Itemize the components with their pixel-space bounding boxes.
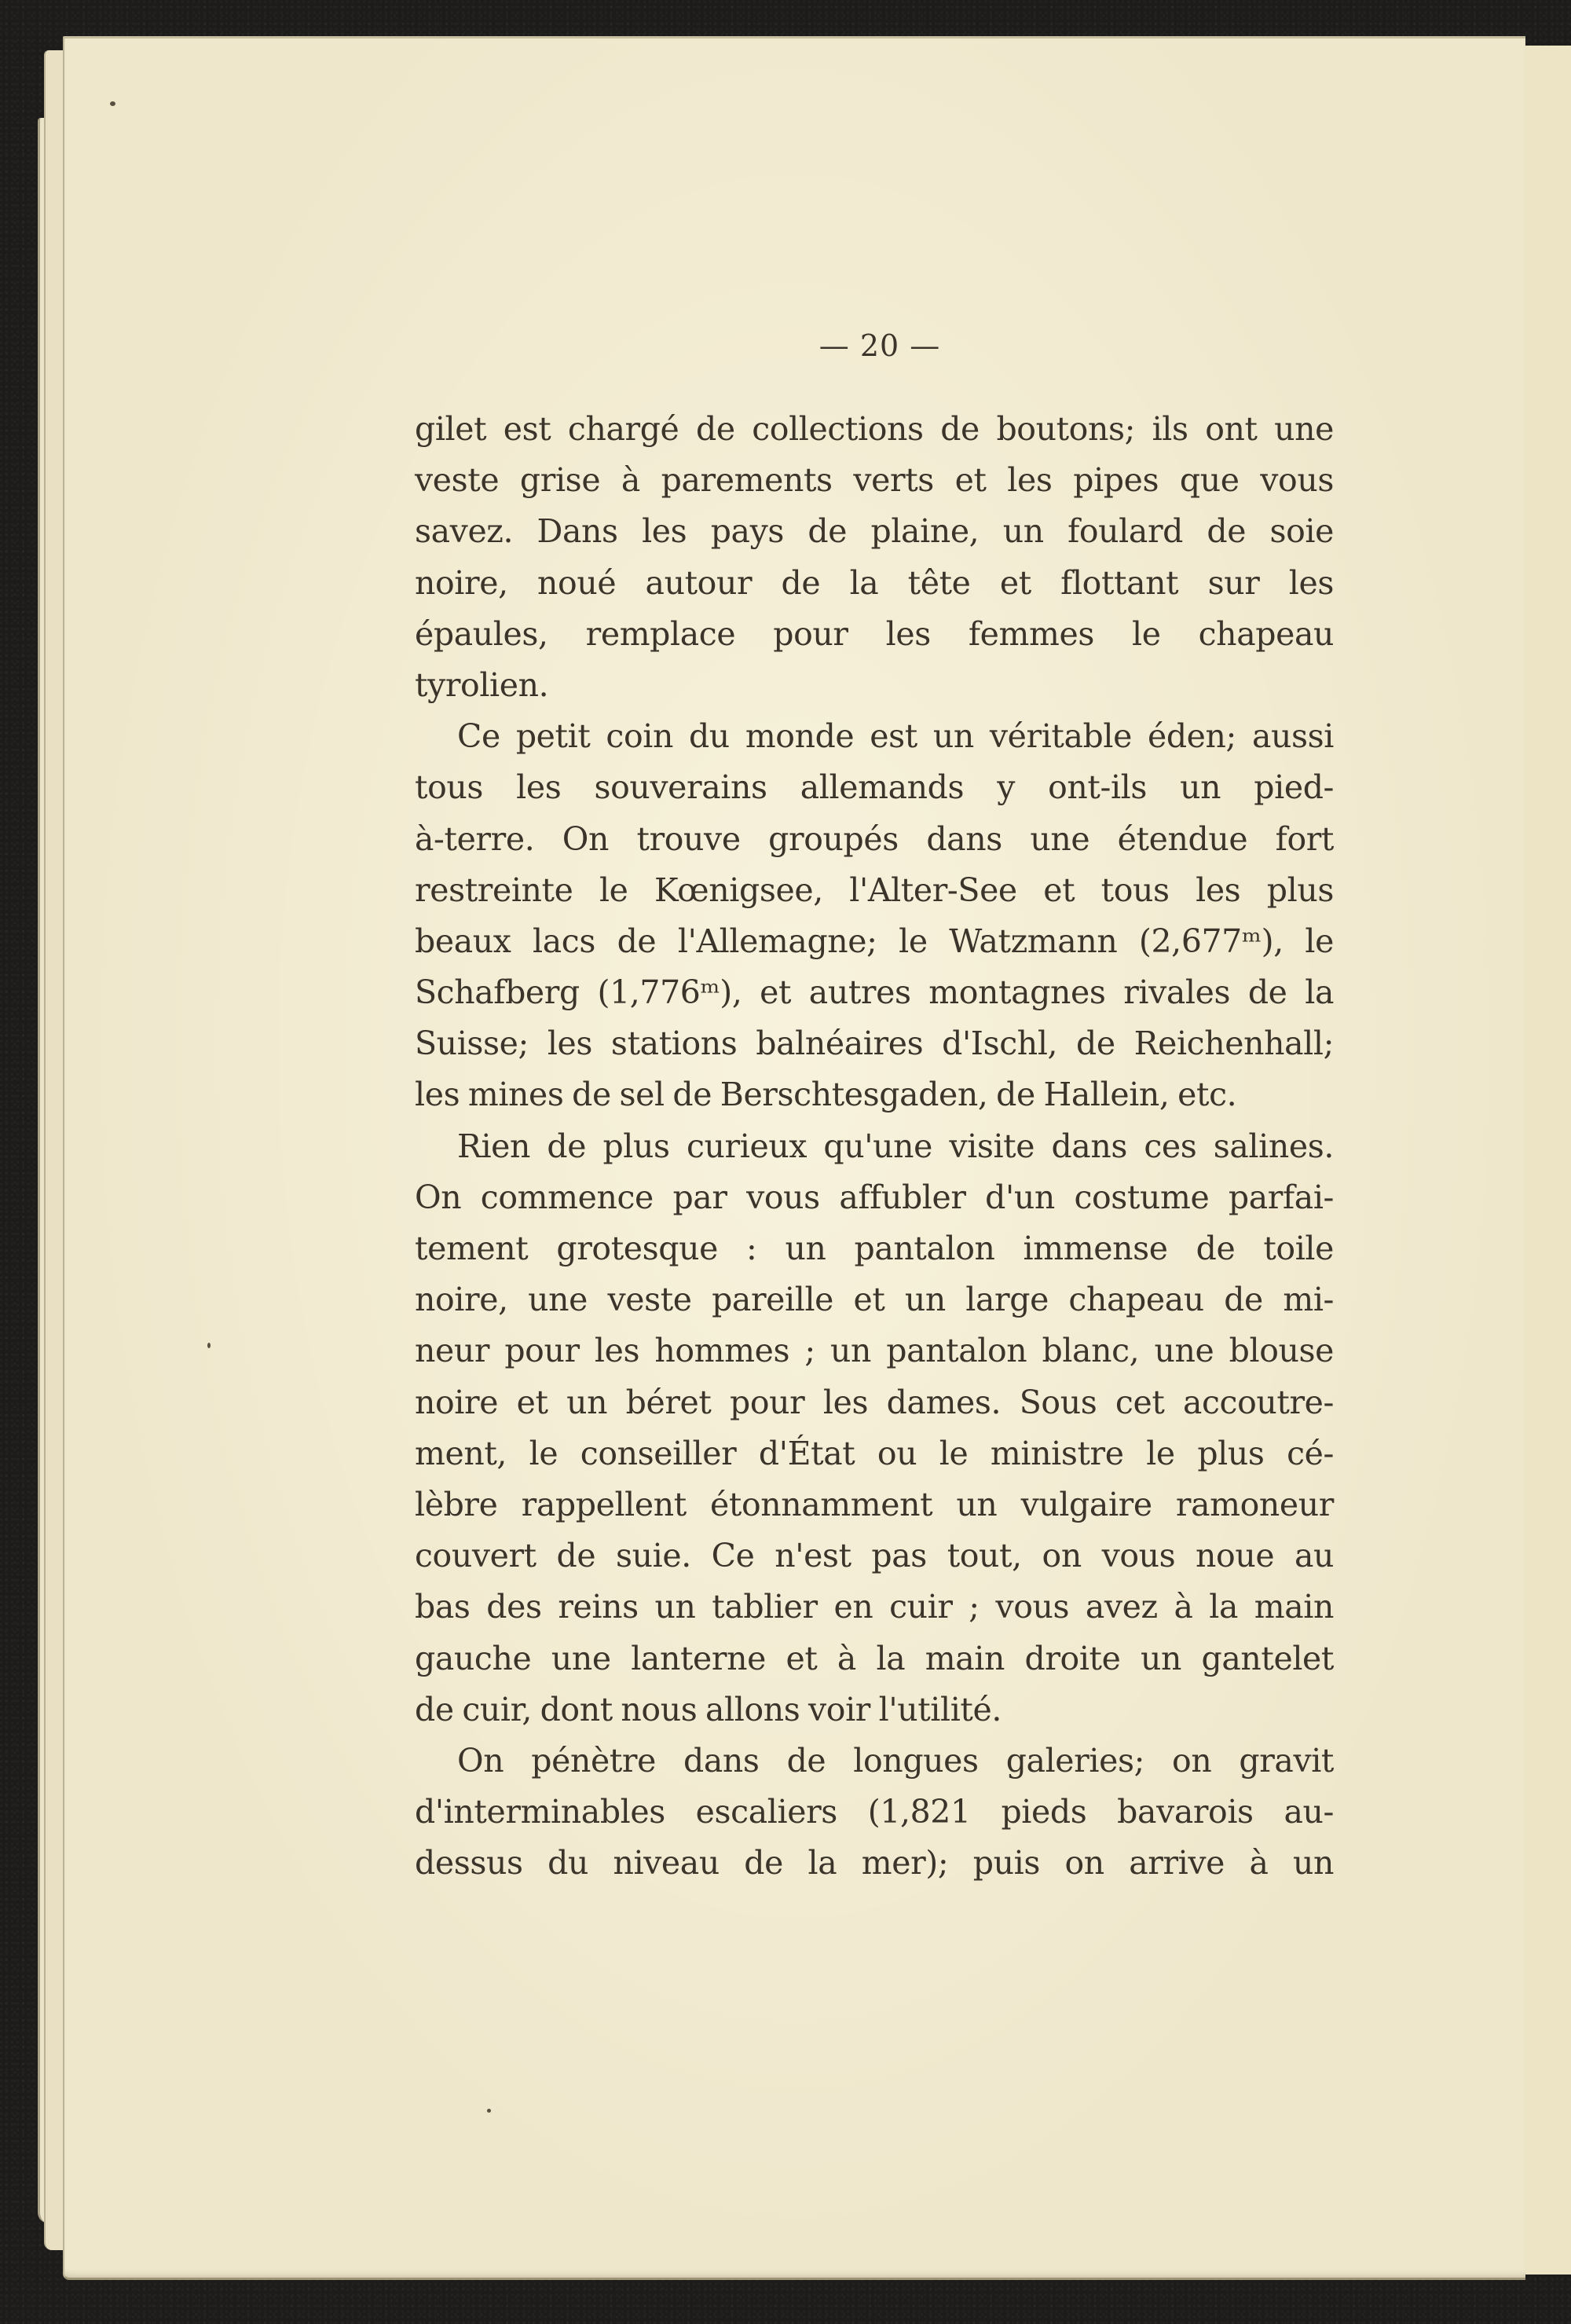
text-line: ment, le conseiller d'État ou le ministre le plus cé-	[415, 1434, 1334, 1472]
text-line: On pénètre dans de longues galeries; on gravit	[457, 1741, 1334, 1780]
text-line: Rien de plus curieux qu'une visite dans ces salines.	[457, 1127, 1334, 1165]
text-line: bas des reins un tablier en cuir ; vous avez à la main	[415, 1588, 1334, 1626]
text-line: noire, noué autour de la tête et flottant sur les	[415, 563, 1334, 602]
paragraph	[415, 1736, 1334, 1890]
text-line: à-terre. On trouve groupés dans une étendue fort	[415, 819, 1334, 858]
text-line: d'interminables escaliers (1,821 pieds bavarois au-	[415, 1793, 1334, 1831]
text-line: gilet est chargé de collections de boutons; ils ont une	[415, 410, 1334, 448]
facing-page-edge	[1520, 46, 1571, 2275]
text-line: lèbre rappellent étonnamment un vulgaire ramoneur	[415, 1485, 1334, 1523]
text-line: couvert de suie. Ce n'est pas tout, on vous noue au	[415, 1537, 1334, 1575]
page-text	[415, 322, 1334, 1889]
paper-speck	[487, 2109, 491, 2113]
text-line: les mines de sel de Berschtesgaden, de Hallein, etc.	[415, 1076, 1237, 1114]
text-line: Ce petit coin du monde est un véritable éden; aussi	[457, 717, 1334, 756]
text-line: noire, une veste pareille et un large chapeau de mi-	[415, 1281, 1334, 1319]
page-number: — 20 —	[818, 328, 941, 363]
paragraph	[415, 711, 1334, 1121]
text-line: savez. Dans les pays de plaine, un foulard de soie	[415, 512, 1334, 551]
paper-speck	[207, 1343, 211, 1348]
paragraph	[415, 404, 1334, 711]
text-line: On commence par vous affubler d'un costume parfai-	[415, 1178, 1334, 1216]
text-line: noire et un béret pour les dames. Sous cet accoutre-	[415, 1383, 1334, 1421]
text-line: épaules, remplace pour les femmes le chapeau	[415, 614, 1334, 653]
text-line: gauche une lanterne et à la main droite un gantelet	[415, 1639, 1334, 1677]
text-line: dessus du niveau de la mer); puis on arrive à un	[415, 1844, 1334, 1882]
paper-speck	[110, 101, 115, 106]
text-line: tement grotesque : un pantalon immense de toile	[415, 1230, 1334, 1267]
text-line: tyrolien.	[415, 665, 549, 704]
text-line: de cuir, dont nous allons voir l'utilité.	[415, 1690, 1002, 1728]
text-line: veste grise à parements verts et les pipes que vous	[415, 461, 1334, 500]
text-line: beaux lacs de l'Allemagne; le Watzmann (2,677ᵐ), le	[415, 922, 1334, 960]
paragraph	[415, 1121, 1334, 1736]
text-line: tous les souverains allemands y ont-ils un pied-	[415, 768, 1334, 807]
text-line: Suisse; les stations balnéaires d'Ischl, de Reichenhall;	[415, 1025, 1334, 1063]
text-line: neur pour les hommes ; un pantalon blanc, une blouse	[415, 1332, 1334, 1370]
text-line: restreinte le Kœnigsee, l'Alter-See et tous les plus	[415, 871, 1334, 909]
text-line: Schafberg (1,776ᵐ), et autres montagnes rivales de la	[415, 973, 1334, 1012]
